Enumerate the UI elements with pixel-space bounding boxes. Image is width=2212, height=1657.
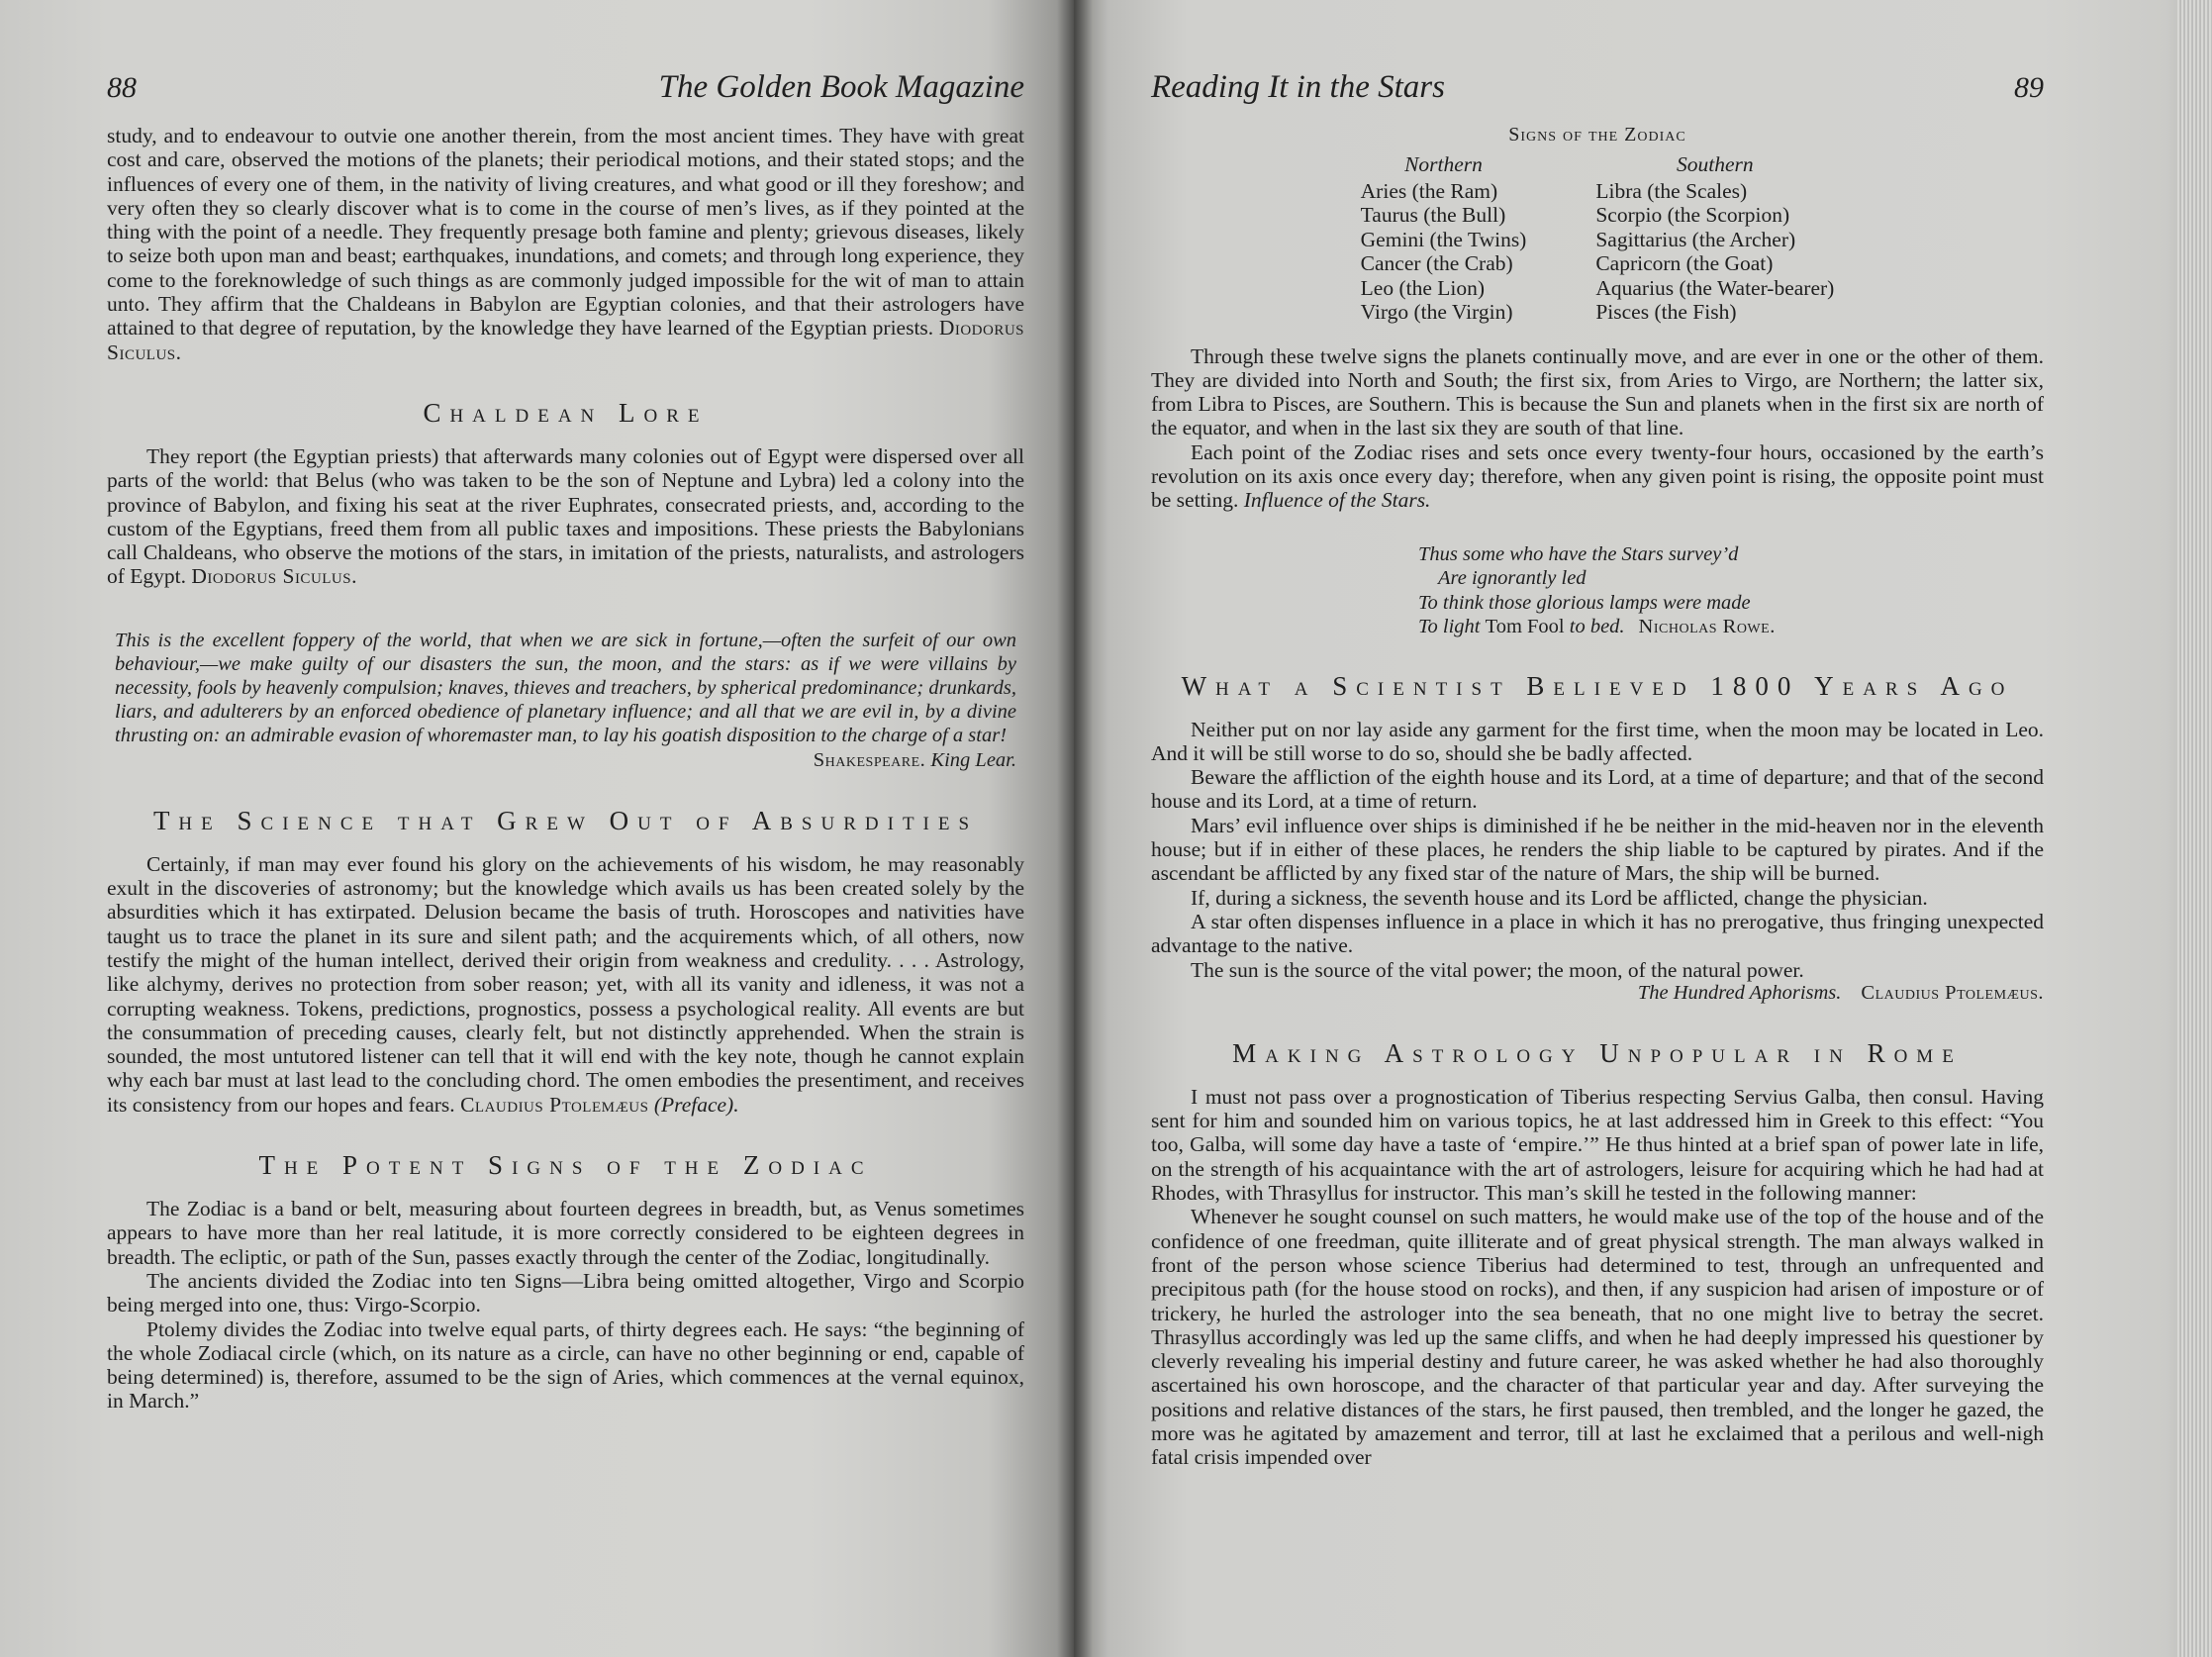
scientist-paragraph: If, during a sickness, the seventh house and its Lord be afflicted, change the physician.: [1191, 885, 1928, 910]
through-source: Influence of the Stars.: [1243, 488, 1431, 513]
science-paragraph: Certainly, if man may ever found his glory on the achievements of his wisdom, he may reasonably exult in the discoveries of astronomy; but the knowledge which avails us has been created solely by the absurdities which it has extirpated. Delusion became the basis of truth. Horoscopes and nativities have taught us to trace the planet in its sure and silent path; and the acquirements which, of all others, now testify the might of the human intellect, derived their origin from weakness and credulity. . . . Astrology, like alchymy, derives no protection from sober reason; yet, with all its vanity and idleness, it was not a corrupting weakness. Tokens, predictions, prognostics, possess a psychological reality. All events are but the consummation of preceding causes, clearly felt, but not distinctly apprehended. When the strain is sounded, the most untutored listener can tell that it will end with the key note, though he cannot explain why each bar must at last lead to the concluding chord. The omen embodies the presentiment, and receives its consistency from our hopes and fears. Claudius Ptolemæus (Preface).: [107, 851, 1024, 1117]
heading-rome: Making Astrology Unpopular in Rome: [1232, 1037, 1963, 1068]
heading-science-absurdities: The Science that Grew Out of Absurdities: [152, 805, 979, 835]
sign-item: Cancer (the Crab): [1360, 251, 1513, 275]
heading-scientist: What a Scientist Believed 1800 Years Ago: [1181, 670, 2014, 701]
sign-item: Virgo (the Virgin): [1360, 300, 1513, 324]
heading-chaldean-lore: Chaldean Lore: [423, 397, 709, 428]
scientist-source: The Hundred Aphorisms.: [1637, 981, 1842, 1004]
sign-item: Aries (the Ram): [1360, 178, 1498, 203]
sign-item: Sagittarius (the Archer): [1595, 227, 1796, 251]
running-header-right: [1151, 69, 2044, 106]
sign-item: Aquarius (the Water-bearer): [1595, 275, 1835, 300]
running-header-left: [107, 69, 1024, 106]
scientist-paragraph: The sun is the source of the vital power; the moon, of the natural power.: [1191, 957, 1804, 982]
scientist-attribution: The Hundred Aphorisms. Claudius Ptolemæus.: [1637, 981, 2044, 1004]
chaldean-attribution: Diodorus Siculus.: [191, 564, 357, 589]
northern-column: [1361, 152, 1527, 325]
through-paragraph-1: Through these twelve signs the planets continually move, and are ever in one or the other of them. They are divided into North and South; the first six, from Aries to Virgo, are Northern; the latter six, from Libra to Pisces, are Southern. This is because the Sun and planets when in the first six are north of the equator, and when in the last six they are south of that line.: [1151, 343, 2044, 440]
scientist-paragraph: A star often dispenses influence in a place in which it has no prerogative, thus fringing unexpected advantage to the native.: [1151, 909, 2044, 958]
potent-paragraph-3: Ptolemy divides the Zodiac into twelve equal parts, of thirty degrees each. He says: “the beginning of the whole Zodiacal circle (which, on its nature as a circle, can have no other beginning or end, capable of being determined) is, therefore, assumed to be the sign of Aries, which commences at the vernal equinox, in March.”: [107, 1316, 1024, 1413]
signs-table-title: Signs of the Zodiac: [1508, 124, 1686, 146]
running-head-left: The Golden Book Magazine: [658, 69, 1024, 105]
rome-paragraph-2: Whenever he sought counsel on such matters, he would make use of the top of the house and of the confidence of one freedman, quite illiterate and of great physical strength. The man always walked in front of the person whose science Tiberius had determined to test, through an unfrequented and precipitous path (for the house stood on rocks), and then, if any suspicion had arisen of imposture or of trickery, he hurled the astrologer into the sea beneath, that no one might live to betray the secret. Thrasyllus accordingly was led up the same cliffs, and when he had deeply impressed his questioner by cleverly revealing his imperial destiny and future career, he was asked whether he had also thoroughly ascertained his own horoscope, and the character of that particular year and day. After surveying the positions and relative distances of the stars, he first paused, then trembled, and the longer he gazed, the more was he agitated by amazement and terror, till at last he exclaimed that a perilous and well-nigh fatal crisis impended over: [1151, 1205, 2044, 1470]
poem-line: To think those glorious lamps were made: [1418, 591, 1751, 614]
intro-attribution: Diodorus Siculus.: [107, 316, 1025, 364]
signs-table: [1151, 152, 2044, 325]
chaldean-paragraph: They report (the Egyptian priests) that afterwards many colonies out of Egypt were dispersed over all parts of the world: that Belus (who was taken to be the son of Neptune and Lybra) led a colony into the province of Babylon, and fixing his seat at the river Euphrates, consecrated priests, and, according to the custom of the Egyptians, freed them from all public taxes and impositions. These priests the Babylonians call Chaldeans, who observe the motions of the stars, in imitation of the priests, naturalists, and astrologers of Egypt. Diodorus Siculus.: [107, 443, 1024, 589]
running-head-right: Reading It in the Stars: [1151, 69, 1445, 105]
sign-item: Libra (the Scales): [1595, 178, 1748, 203]
book-gutter: [1057, 0, 1093, 1657]
poem-line: To light Tom Fool to bed. Nicholas Rowe.: [1418, 616, 1776, 638]
sign-item: Scorpio (the Scorpion): [1595, 203, 1790, 227]
sign-item: Capricorn (the Goat): [1595, 251, 1774, 275]
poem-line: Are ignorantly led: [1438, 567, 1587, 590]
poem-line: Thus some who have the Stars survey’d: [1418, 542, 1739, 565]
southern-label: Southern: [1677, 152, 1754, 176]
poem-attribution: Nicholas Rowe.: [1638, 616, 1776, 638]
rowe-poem: [1418, 542, 2044, 639]
sign-item: Leo (the Lion): [1360, 275, 1486, 300]
heading-potent-signs: The Potent Signs of the Zodiac: [258, 1150, 873, 1181]
science-attribution: Claudius Ptolemæus: [460, 1092, 649, 1117]
page-number-left: 88: [107, 71, 137, 104]
rome-paragraph-1: I must not pass over a prognostication of Tiberius respecting Servius Galba, then consul. Having sent for him and sounded him on various topics, he at last addressed him in Greek to this effect: “You too, Galba, will some day have a taste of ‘empire.’” He thus hinted at a brief span of power late in life, on the strength of his acquaintance with the art of astrologers, leisure for acquiring which he had had at Rhodes, with Thrasyllus for instructor. This man’s skill he tested in the following manner:: [1151, 1084, 2044, 1206]
scientist-paragraph: Mars’ evil influence over ships is diminished if he be neither in the mid-heaven nor in the eleventh house; but if in either of these places, he renders the ship liable to be captured by pirates. And if the ascendant be afflicted by any fixed star of the nature of Mars, the ship will be burned.: [1151, 813, 2044, 886]
right-page: [1074, 0, 2212, 1657]
page-stack-edge: [2177, 0, 2212, 1657]
southern-column: [1595, 152, 1834, 325]
potent-paragraph-2: The ancients divided the Zodiac into ten Signs—Libra being omitted altogether, Virgo and Scorpio being merged into one, thus: Virgo-Scorpio.: [107, 1268, 1024, 1317]
northern-label: Northern: [1404, 152, 1483, 176]
shakespeare-attribution: Shakespeare. King Lear.: [813, 748, 1016, 771]
scientist-paragraph: Neither put on nor lay aside any garment for the first time, when the moon may be located in Leo. And it will be still worse to do so, should she be badly affected.: [1151, 717, 2044, 765]
left-page: [0, 0, 1074, 1657]
sign-item: Taurus (the Bull): [1360, 203, 1506, 227]
intro-paragraph: study, and to endeavour to outvie one another therein, from the most ancient times. They have with great cost and care, observed the motions of the planets; their periodical motions, and their stated stops; and the influences of every one of them, in the nativity of living creatures, and what good or ill they foreshow; and very often they so clearly discover what is to come in the course of men’s lives, as if they pointed at the thing with the point of a needle. They frequently presage both famine and plenty; grievous diseases, likely to seize both upon man and beast; earthquakes, inundations, and comets; and through long experience, they come to the foreknowledge of such things as are commonly judged impossible for the wit of man to attain unto. They affirm that the Chaldeans in Babylon are Egyptian colonies, and that their astrologers have attained to that degree of reputation, by the knowledge they have learned of the Egyptian priests. Diodorus Siculus.: [107, 124, 1025, 364]
shakespeare-work: King Lear.: [930, 748, 1016, 771]
scientist-paragraph: Beware the affliction of the eighth house and its Lord, at a time of departure; and that of the second house and its Lord, at a time of return.: [1151, 765, 2044, 814]
shakespeare-quote: This is the excellent foppery of the world, that when we are sick in fortune,—often the surfeit of our own behaviour,—we make guilty of our disasters the sun, the moon, and the stars: as if we were villains by necessity, fools by heavenly compulsion; knaves, thieves and treachers, by spherical predominance; drunkards, liars, and adulterers by an enforced obedience of planetary influence; and all that we are evil in, by a divine thrusting on: an admirable evasion of whoremaster man, to lay his goatish disposition to the charge of a star!: [115, 629, 1016, 746]
potent-paragraph-1: The Zodiac is a band or belt, measuring about fourteen degrees in breadth, but, as Venus sometimes appears to have more than her real latitude, it is more correctly considered to be eighteen degrees in breadth. The ecliptic, or path of the Sun, passes exactly through the center of the Zodiac, longitudinally.: [107, 1197, 1024, 1269]
through-paragraph-2: Each point of the Zodiac rises and sets once every twenty-four hours, occasioned by the earth’s revolution on its axis once every day; therefore, when any given point is rising, the opposite point must be setting. Influence of the Stars.: [1151, 439, 2044, 513]
science-source: (Preface).: [653, 1092, 739, 1117]
page-number-right: 89: [2014, 71, 2044, 104]
sign-item: Gemini (the Twins): [1360, 227, 1527, 251]
sign-item: Pisces (the Fish): [1595, 300, 1737, 324]
